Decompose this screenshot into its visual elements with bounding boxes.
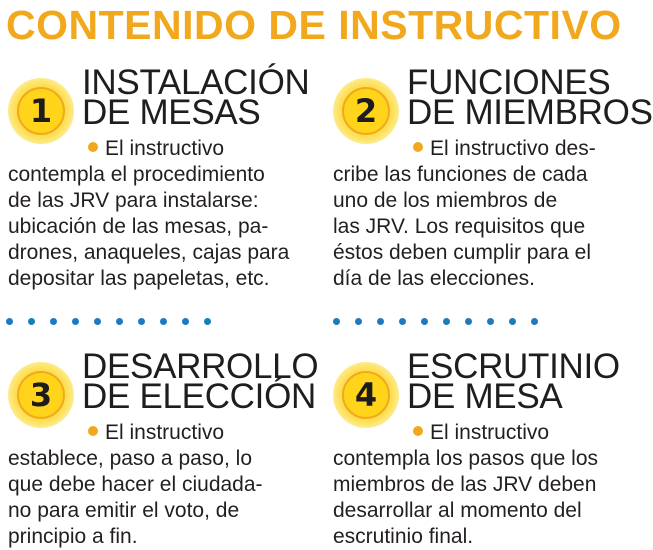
body-line: las JRV. Los requisitos que [333,215,586,238]
page-title: CONTENIDO DE INSTRUCTIVO [6,2,622,48]
body-line: El instructivo [430,421,550,444]
body-line: El instructivo [105,421,225,444]
divider-dot [355,318,362,325]
bullet-icon [413,142,423,152]
body-line: principio a fin. [8,525,138,548]
body-line: desarrollar al momento del [333,499,582,522]
divider-dot [421,318,428,325]
section-title-line: DE ELECCIÓN [82,377,316,416]
body-line: día de las elecciones. [333,267,535,290]
body-line: miembros de las JRV deben [333,473,597,496]
divider-dot [443,318,450,325]
body-line: El instructivo des- [430,137,596,160]
body-line: contempla el procedimiento [8,163,265,186]
divider-dot [377,318,384,325]
divider-dot [465,318,472,325]
divider-dot [116,318,123,325]
divider-dot [399,318,406,325]
number-badge-label: 4 [342,371,390,419]
bullet-icon [88,142,98,152]
section-body [333,420,598,550]
body-line: ubicación de las mesas, pa- [8,215,269,238]
divider-dot [509,318,516,325]
number-badge [8,78,74,144]
number-badge-label: 2 [342,87,390,135]
section-body [8,136,289,292]
dotted-divider-right [333,318,538,326]
section-title-line: INSTALACIÓN [82,63,310,102]
body-line: uno de los miembros de [333,189,558,212]
number-badge-label: 1 [17,87,65,135]
section-title-line: ESCRUTINIO [407,347,620,386]
divider-dot [72,318,79,325]
body-line: El instructivo [105,137,225,160]
body-line: que debe hacer el ciudada- [8,473,263,496]
body-line: establece, paso a paso, lo [8,447,253,470]
divider-dot [160,318,167,325]
body-line: contempla los pasos que los [333,447,598,470]
bullet-icon [413,426,423,436]
body-line: no para emitir el voto, de [8,499,240,522]
number-badge [333,78,399,144]
divider-dot [182,318,189,325]
section-body [333,136,596,292]
body-line: drones, anaqueles, cajas para [8,241,290,264]
divider-dot [333,318,340,325]
number-badge [333,362,399,428]
number-badge-label: 3 [17,371,65,419]
divider-dot [6,318,13,325]
divider-dot [50,318,57,325]
section-title [407,63,653,132]
divider-dot [531,318,538,325]
section-title [82,63,310,132]
body-line: escrutinio final. [333,525,474,548]
section-title-line: FUNCIONES [407,63,611,102]
section-body [8,420,263,550]
dotted-divider-left [6,318,211,326]
section-title-line: DE MIEMBROS [407,93,653,132]
section-title-line: DE MESAS [82,93,261,132]
body-line: de las JRV para instalarse: [8,189,259,212]
divider-dot [487,318,494,325]
divider-dot [94,318,101,325]
divider-dot [204,318,211,325]
section-title [407,347,620,416]
number-badge [8,362,74,428]
body-line: depositar las papeletas, etc. [8,267,270,290]
section-title [82,347,319,416]
section-title-line: DESARROLLO [82,347,319,386]
body-line: éstos deben cumplir para el [333,241,591,264]
bullet-icon [88,426,98,436]
body-line: cribe las funciones de cada [333,163,588,186]
divider-dot [28,318,35,325]
section-title-line: DE MESA [407,377,563,416]
divider-dot [138,318,145,325]
